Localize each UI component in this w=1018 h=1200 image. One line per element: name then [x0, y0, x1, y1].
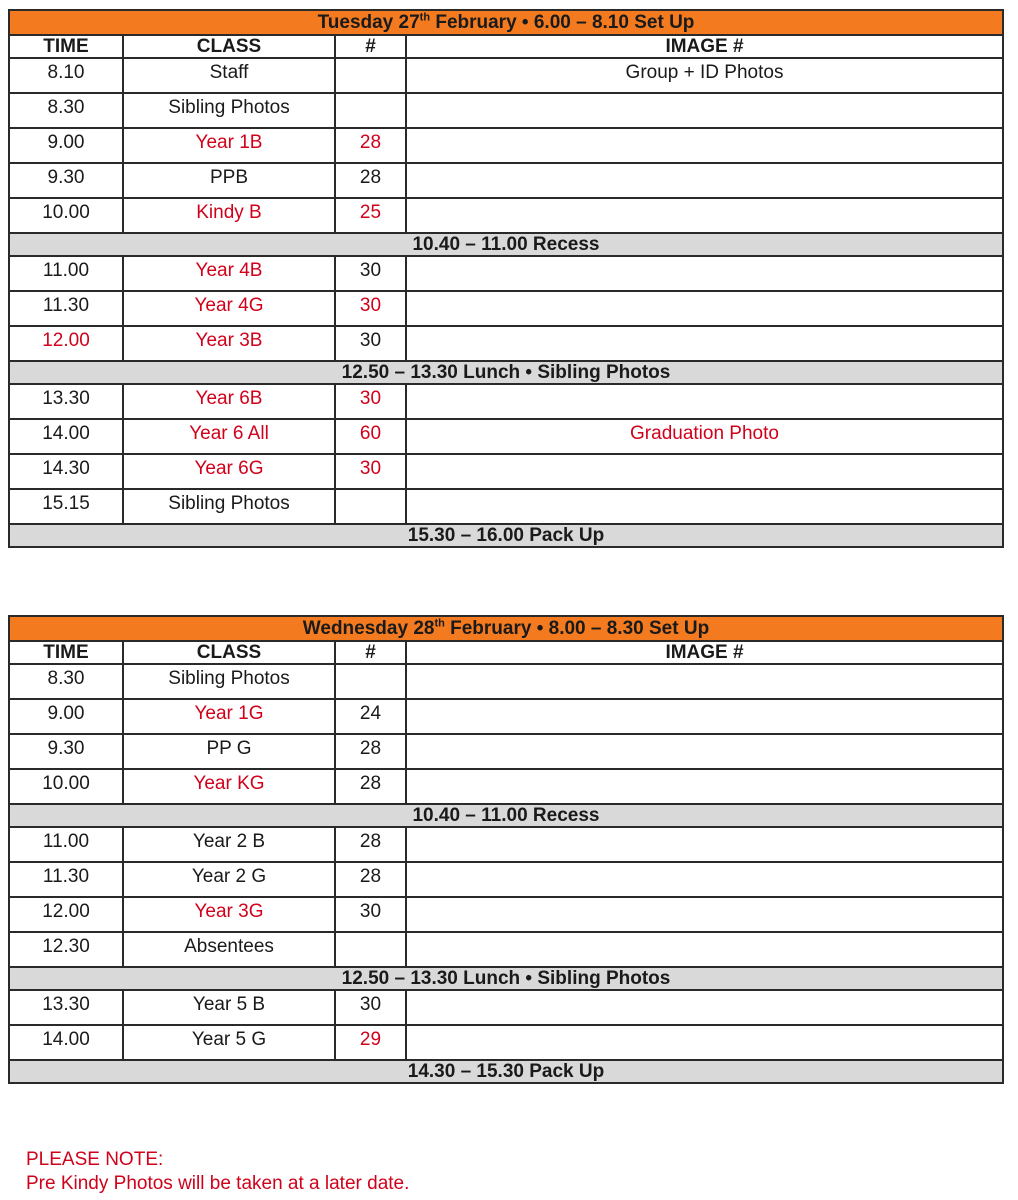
image-cell: Graduation Photo — [406, 419, 1003, 454]
class-cell: Year 4B — [123, 256, 335, 291]
class-cell: Sibling Photos — [123, 93, 335, 128]
image-cell — [406, 862, 1003, 897]
image-cell — [406, 128, 1003, 163]
schedule-row — [9, 897, 1003, 932]
count-cell: 60 — [335, 419, 406, 454]
count-cell: 30 — [335, 990, 406, 1025]
col-header-time: TIME — [9, 35, 123, 58]
image-cell — [406, 932, 1003, 967]
break-row — [9, 233, 1003, 256]
time-cell: 9.00 — [9, 128, 123, 163]
class-cell: Year 5 B — [123, 990, 335, 1025]
count-cell: 25 — [335, 198, 406, 233]
image-cell — [406, 163, 1003, 198]
count-cell: 30 — [335, 384, 406, 419]
class-cell: Year 3B — [123, 326, 335, 361]
time-cell: 12.30 — [9, 932, 123, 967]
schedule-row — [9, 454, 1003, 489]
count-cell: 30 — [335, 256, 406, 291]
count-cell: 24 — [335, 699, 406, 734]
schedule-row — [9, 256, 1003, 291]
break-row — [9, 804, 1003, 827]
schedule-row — [9, 769, 1003, 804]
time-cell: 11.30 — [9, 862, 123, 897]
schedule-row — [9, 990, 1003, 1025]
image-cell — [406, 769, 1003, 804]
time-cell: 12.00 — [9, 326, 123, 361]
count-cell — [335, 932, 406, 967]
image-cell — [406, 256, 1003, 291]
time-cell: 8.10 — [9, 58, 123, 93]
wednesday-schedule-body — [9, 616, 1003, 1083]
class-cell: Staff — [123, 58, 335, 93]
schedule-row — [9, 932, 1003, 967]
column-header-row — [9, 641, 1003, 664]
col-header-count: # — [335, 641, 406, 664]
schedule-row — [9, 326, 1003, 361]
schedule-row — [9, 827, 1003, 862]
class-cell: Year 6 All — [123, 419, 335, 454]
class-cell: Year 6B — [123, 384, 335, 419]
image-cell — [406, 734, 1003, 769]
time-cell: 14.00 — [9, 419, 123, 454]
count-cell: 30 — [335, 291, 406, 326]
schedule-row — [9, 1025, 1003, 1060]
col-header-class: CLASS — [123, 641, 335, 664]
image-cell — [406, 897, 1003, 932]
class-cell: Year 3G — [123, 897, 335, 932]
tuesday-schedule-table — [8, 9, 1004, 548]
time-cell: 9.00 — [9, 699, 123, 734]
break-label: 10.40 – 11.00 Recess — [9, 804, 1003, 827]
column-header-row — [9, 35, 1003, 58]
class-cell: Year 4G — [123, 291, 335, 326]
count-cell: 30 — [335, 454, 406, 489]
time-cell: 11.00 — [9, 256, 123, 291]
count-cell: 28 — [335, 163, 406, 198]
time-cell: 8.30 — [9, 93, 123, 128]
break-row — [9, 967, 1003, 990]
count-cell: 28 — [335, 769, 406, 804]
time-cell: 15.15 — [9, 489, 123, 524]
image-cell — [406, 699, 1003, 734]
class-cell: Year KG — [123, 769, 335, 804]
time-cell: 14.00 — [9, 1025, 123, 1060]
break-label: 10.40 – 11.00 Recess — [9, 233, 1003, 256]
class-cell: PP G — [123, 734, 335, 769]
count-cell: 30 — [335, 326, 406, 361]
class-cell: Sibling Photos — [123, 664, 335, 699]
time-cell: 12.00 — [9, 897, 123, 932]
time-cell: 11.00 — [9, 827, 123, 862]
schedule-row — [9, 734, 1003, 769]
time-cell: 8.30 — [9, 664, 123, 699]
count-cell: 30 — [335, 897, 406, 932]
time-cell: 13.30 — [9, 990, 123, 1025]
please-note — [26, 1148, 409, 1196]
time-cell: 13.30 — [9, 384, 123, 419]
wednesday-schedule-table — [8, 615, 1004, 1084]
class-cell: Absentees — [123, 932, 335, 967]
schedule-row — [9, 489, 1003, 524]
image-cell: Group + ID Photos — [406, 58, 1003, 93]
count-cell: 28 — [335, 862, 406, 897]
schedule-row — [9, 58, 1003, 93]
count-cell — [335, 664, 406, 699]
image-cell — [406, 384, 1003, 419]
image-cell — [406, 326, 1003, 361]
break-row — [9, 1060, 1003, 1083]
col-header-count: # — [335, 35, 406, 58]
break-label: 12.50 – 13.30 Lunch • Sibling Photos — [9, 361, 1003, 384]
day-banner — [9, 10, 1003, 35]
schedule-row — [9, 163, 1003, 198]
break-label: 15.30 – 16.00 Pack Up — [9, 524, 1003, 547]
image-cell — [406, 454, 1003, 489]
class-cell: Year 2 B — [123, 827, 335, 862]
image-cell — [406, 291, 1003, 326]
break-row — [9, 524, 1003, 547]
schedule-row — [9, 128, 1003, 163]
class-cell: PPB — [123, 163, 335, 198]
image-cell — [406, 664, 1003, 699]
image-cell — [406, 93, 1003, 128]
tuesday-schedule-body — [9, 10, 1003, 547]
count-cell: 28 — [335, 827, 406, 862]
time-cell: 10.00 — [9, 769, 123, 804]
break-label: 12.50 – 13.30 Lunch • Sibling Photos — [9, 967, 1003, 990]
day-banner — [9, 616, 1003, 641]
break-label: 14.30 – 15.30 Pack Up — [9, 1060, 1003, 1083]
class-cell: Year 6G — [123, 454, 335, 489]
schedule-row — [9, 664, 1003, 699]
class-cell: Year 1G — [123, 699, 335, 734]
count-cell: 29 — [335, 1025, 406, 1060]
day-title: Wednesday 28th February • 8.00 – 8.30 Set Up — [9, 616, 1003, 641]
time-cell: 9.30 — [9, 163, 123, 198]
col-header-class: CLASS — [123, 35, 335, 58]
schedule-row — [9, 419, 1003, 454]
schedule-row — [9, 291, 1003, 326]
time-cell: 14.30 — [9, 454, 123, 489]
col-header-image: IMAGE # — [406, 641, 1003, 664]
count-cell: 28 — [335, 128, 406, 163]
schedule-row — [9, 384, 1003, 419]
col-header-image: IMAGE # — [406, 35, 1003, 58]
break-row — [9, 361, 1003, 384]
image-cell — [406, 1025, 1003, 1060]
schedule-row — [9, 93, 1003, 128]
schedule-row — [9, 862, 1003, 897]
image-cell — [406, 198, 1003, 233]
time-cell: 11.30 — [9, 291, 123, 326]
count-cell — [335, 58, 406, 93]
image-cell — [406, 489, 1003, 524]
class-cell: Sibling Photos — [123, 489, 335, 524]
class-cell: Year 2 G — [123, 862, 335, 897]
day-title: Tuesday 27th February • 6.00 – 8.10 Set Up — [9, 10, 1003, 35]
schedule-row — [9, 198, 1003, 233]
time-cell: 9.30 — [9, 734, 123, 769]
class-cell: Year 5 G — [123, 1025, 335, 1060]
time-cell: 10.00 — [9, 198, 123, 233]
count-cell: 28 — [335, 734, 406, 769]
count-cell — [335, 93, 406, 128]
image-cell — [406, 990, 1003, 1025]
note-heading: PLEASE NOTE: — [26, 1149, 164, 1170]
note-text: Pre Kindy Photos will be taken at a later date. — [26, 1173, 410, 1194]
class-cell: Year 1B — [123, 128, 335, 163]
count-cell — [335, 489, 406, 524]
col-header-time: TIME — [9, 641, 123, 664]
class-cell: Kindy B — [123, 198, 335, 233]
schedule-row — [9, 699, 1003, 734]
image-cell — [406, 827, 1003, 862]
